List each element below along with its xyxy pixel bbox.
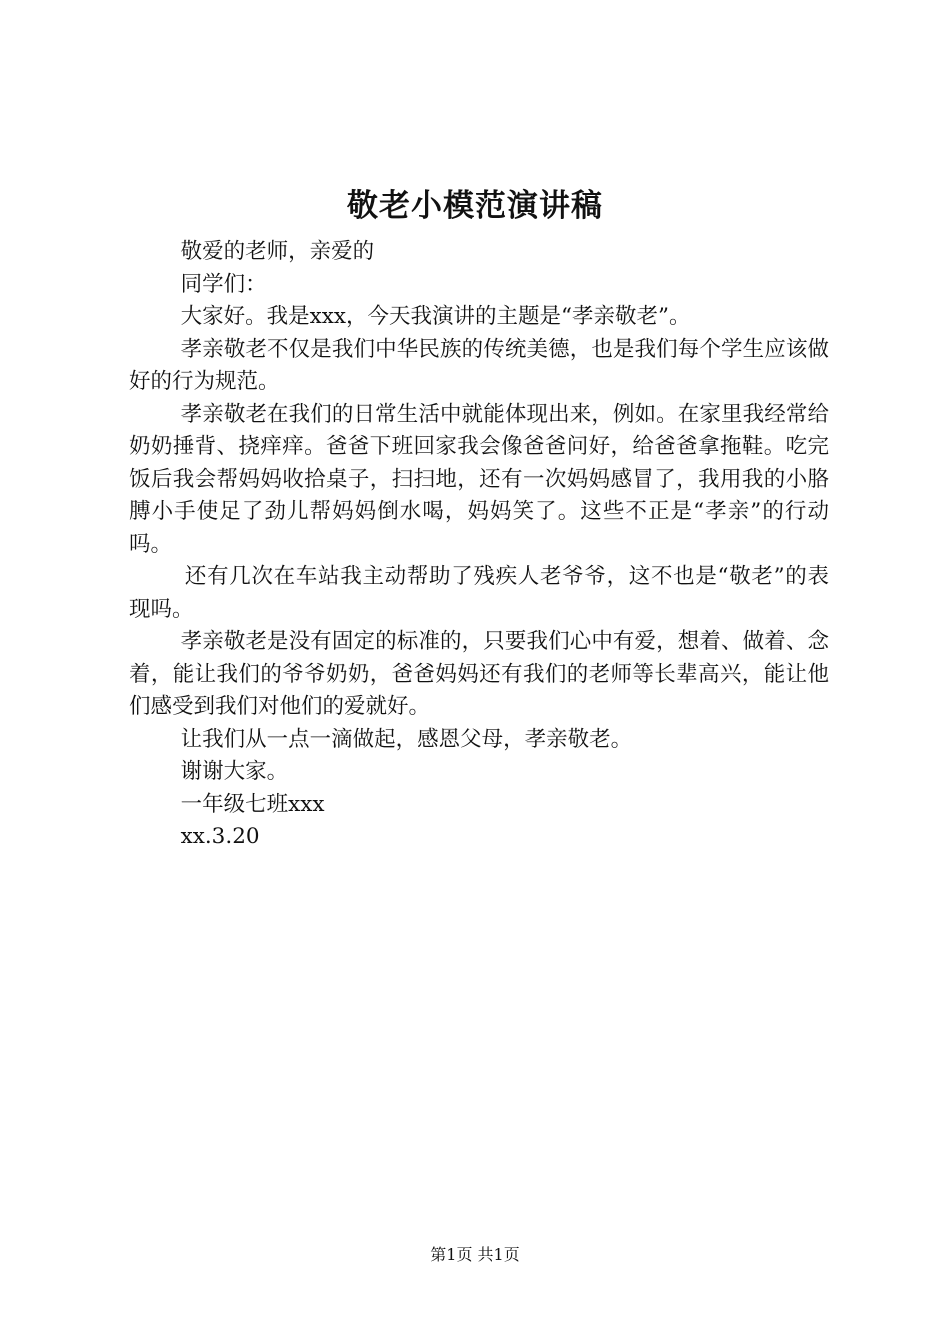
closing-paragraph: 让我们从一点一滴做起，感恩父母，孝亲敬老。	[180, 726, 633, 752]
date-line: xx.3.20	[180, 824, 260, 849]
body-paragraph: 孝亲敬老在我们的日常生活中就能体现出来，例如。在家里我经常给奶奶捶背、挠痒痒。爸爸下班回家我会像爸爸问好，给爸爸拿拖鞋。吃完饭后我会帮妈妈收拾桌子，扫扫地，还有一次妈妈感冒了，我用我的小胳膊小手使足了劲儿帮妈妈倒水喝，妈妈笑了。这些不正是“孝亲”的行动吗。	[129, 401, 829, 557]
body-paragraph: 孝亲敬老是没有固定的标准的，只要我们心中有爱，想着、做着、念着，能让我们的爷爷奶奶，爸爸妈妈还有我们的老师等长辈高兴，能让他们感受到我们对他们的爱就好。	[129, 629, 829, 719]
body-paragraph: 孝亲敬老不仅是我们中华民族的传统美德，也是我们每个学生应该做好的行为规范。	[129, 336, 829, 394]
salutation-line-2: 同学们：	[180, 271, 267, 297]
greeting-paragraph: 大家好。我是xxx，今天我演讲的主题是“孝亲敬老”。	[180, 304, 691, 329]
document-title: 敬老小模范演讲稿	[347, 188, 603, 224]
document-body	[129, 236, 829, 854]
salutation-line-1: 敬爱的老师，亲爱的	[180, 239, 375, 264]
thanks-line: 谢谢大家。	[180, 759, 289, 784]
signature-line: 一年级七班xxx	[180, 791, 325, 817]
page-footer: 第1页 共1页	[430, 1245, 520, 1264]
body-paragraph: 还有几次在车站我主动帮助了残疾人老爷爷，这不也是“敬老”的表现吗。	[129, 564, 829, 622]
